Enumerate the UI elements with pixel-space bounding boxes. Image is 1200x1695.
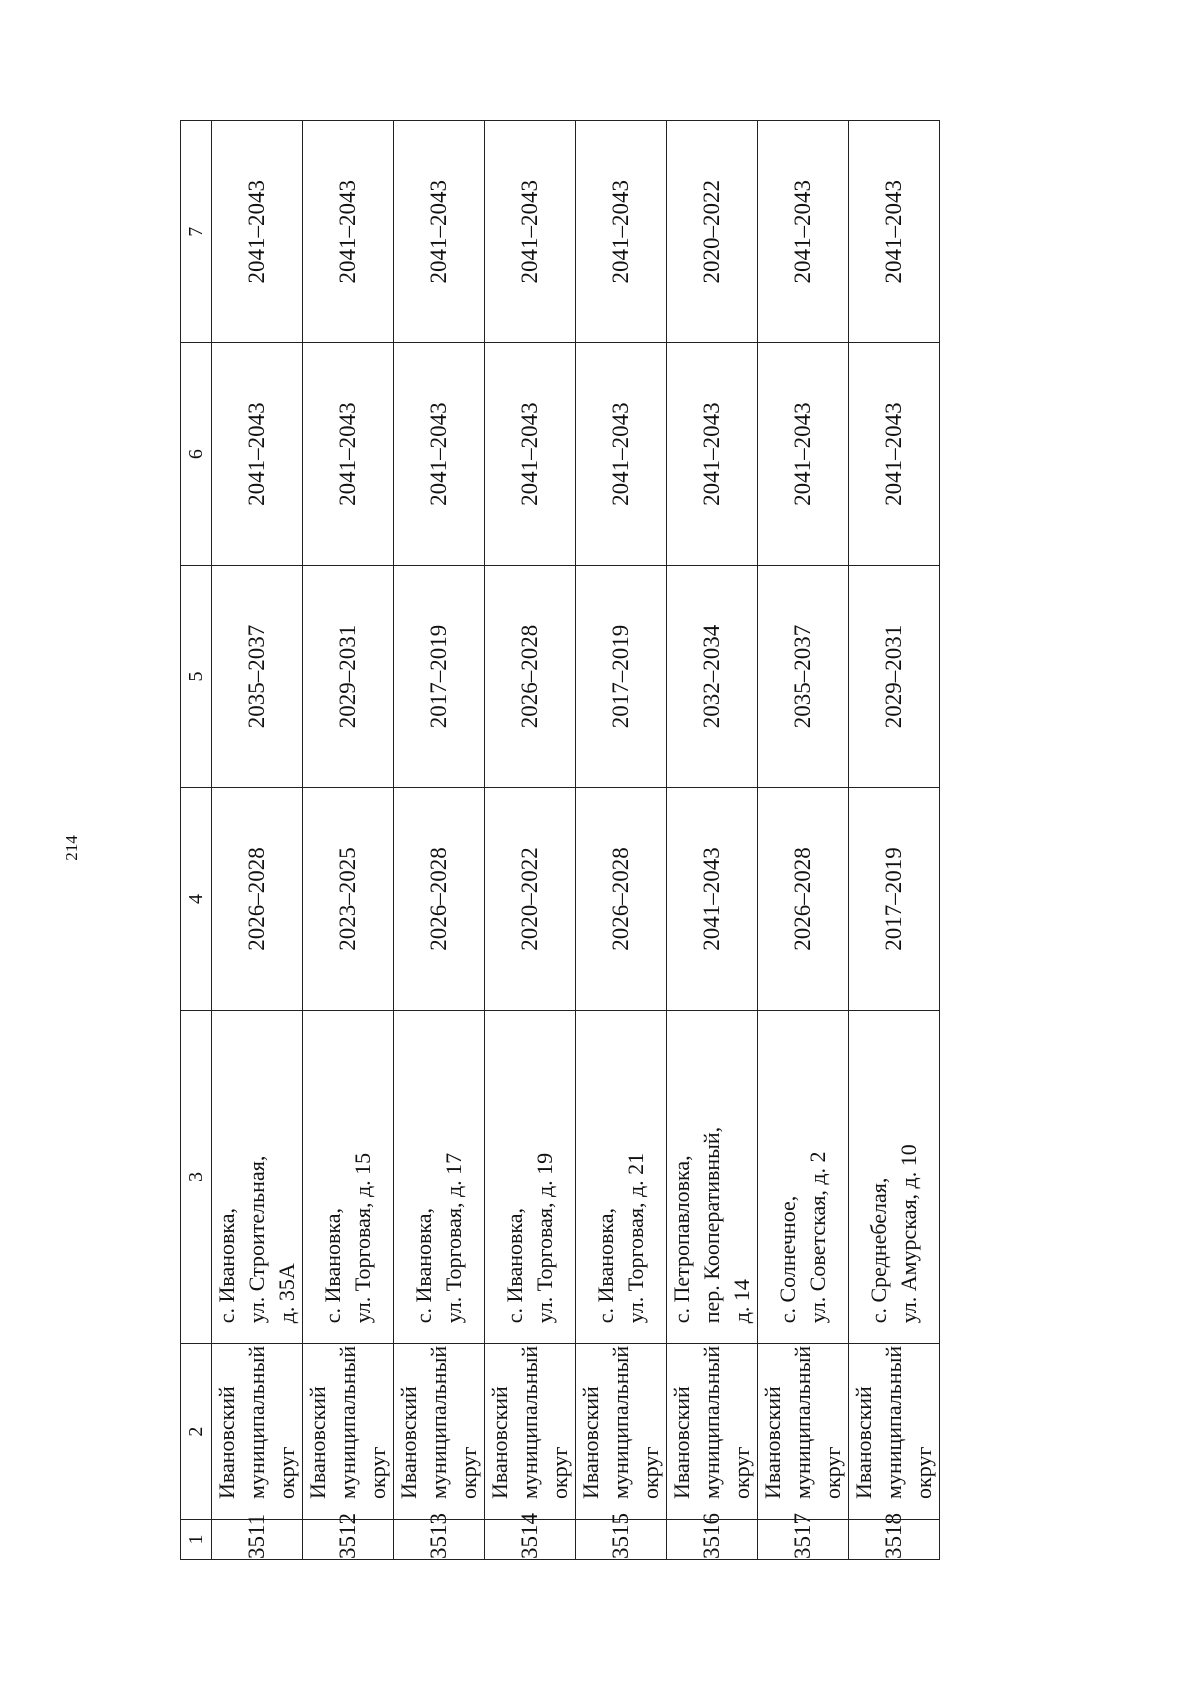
schedule-table-frame (180, 120, 1045, 1560)
address-line: д. 35А (274, 1263, 299, 1324)
period-col7-cell: 2041–2043 (212, 121, 303, 343)
table-row (849, 121, 940, 1560)
column-header: 3 (181, 1010, 212, 1344)
period-col6-cell: 2041–2043 (667, 343, 758, 565)
period-col7-cell: 2041–2043 (485, 121, 576, 343)
address-line: д. 14 (729, 1279, 754, 1324)
column-header: 7 (181, 121, 212, 343)
table-row (212, 121, 303, 1560)
address-cell (576, 1010, 667, 1344)
address-line: ул. Советская, д. 2 (805, 1151, 830, 1324)
address-line: ул. Торговая, д. 19 (532, 1152, 557, 1324)
table-row (576, 121, 667, 1560)
table-header-row (181, 121, 212, 1560)
row-id-cell: 3511 (212, 1519, 303, 1559)
district-cell (667, 1344, 758, 1520)
address-line: с. Ивановка, (214, 1207, 239, 1324)
period-col5-cell: 2029–2031 (303, 565, 394, 787)
row-id-cell: 3517 (758, 1519, 849, 1559)
district-cell (212, 1344, 303, 1520)
period-col7-cell: 2041–2043 (758, 121, 849, 343)
district-text: Ивановский муниципальный округ (760, 1345, 845, 1499)
column-header: 5 (181, 565, 212, 787)
address-line: с. Солнечное, (775, 1195, 800, 1324)
row-id-cell: 3515 (576, 1519, 667, 1559)
period-col4-cell: 2041–2043 (667, 788, 758, 1010)
period-col5-cell: 2017–2019 (576, 565, 667, 787)
address-line: с. Ивановка, (502, 1207, 527, 1324)
column-header: 4 (181, 788, 212, 1010)
table-row (758, 121, 849, 1560)
period-col4-cell: 2020–2022 (485, 788, 576, 1010)
address-line: ул. Амурская, д. 10 (896, 1144, 921, 1324)
address-cell (758, 1010, 849, 1344)
column-header: 2 (181, 1344, 212, 1520)
address-line: пер. Кооперативный, (699, 1126, 724, 1324)
address-line: с. Ивановка, (411, 1207, 436, 1324)
row-id-cell: 3516 (667, 1519, 758, 1559)
period-col6-cell: 2041–2043 (849, 343, 940, 565)
address-cell (667, 1010, 758, 1344)
period-col5-cell: 2026–2028 (485, 565, 576, 787)
period-col6-cell: 2041–2043 (758, 343, 849, 565)
row-id-cell: 3512 (303, 1519, 394, 1559)
period-col7-cell: 2020–2022 (667, 121, 758, 343)
address-line: с. Ивановка, (320, 1207, 345, 1324)
period-col4-cell: 2023–2025 (303, 788, 394, 1010)
period-col5-cell: 2035–2037 (758, 565, 849, 787)
district-text: Ивановский муниципальный округ (851, 1345, 936, 1499)
district-cell (758, 1344, 849, 1520)
address-line: с. Петропавловка, (669, 1155, 694, 1324)
period-col7-cell: 2041–2043 (394, 121, 485, 343)
period-col4-cell: 2017–2019 (849, 788, 940, 1010)
address-line: ул. Торговая, д. 21 (623, 1152, 648, 1324)
period-col7-cell: 2041–2043 (303, 121, 394, 343)
period-col5-cell: 2017–2019 (394, 565, 485, 787)
district-cell (576, 1344, 667, 1520)
district-cell (849, 1344, 940, 1520)
period-col6-cell: 2041–2043 (394, 343, 485, 565)
row-id-cell: 3514 (485, 1519, 576, 1559)
table-row (303, 121, 394, 1560)
period-col4-cell: 2026–2028 (212, 788, 303, 1010)
row-id-cell: 3513 (394, 1519, 485, 1559)
period-col6-cell: 2041–2043 (485, 343, 576, 565)
period-col4-cell: 2026–2028 (758, 788, 849, 1010)
address-cell (212, 1010, 303, 1344)
address-line: с. Среднебелая, (866, 1177, 891, 1324)
address-cell (485, 1010, 576, 1344)
period-col6-cell: 2041–2043 (303, 343, 394, 565)
address-line: ул. Строительная, (244, 1155, 269, 1324)
district-text: Ивановский муниципальный округ (305, 1345, 390, 1499)
address-line: с. Ивановка, (593, 1207, 618, 1324)
column-header: 6 (181, 343, 212, 565)
address-line: ул. Торговая, д. 17 (441, 1152, 466, 1324)
district-cell (303, 1344, 394, 1520)
district-text: Ивановский муниципальный округ (214, 1345, 299, 1499)
period-col4-cell: 2026–2028 (394, 788, 485, 1010)
table-row (485, 121, 576, 1560)
page-number: 214 (62, 835, 81, 861)
period-col6-cell: 2041–2043 (212, 343, 303, 565)
district-text: Ивановский муниципальный округ (669, 1345, 754, 1499)
period-col6-cell: 2041–2043 (576, 343, 667, 565)
address-line: ул. Торговая, д. 15 (350, 1152, 375, 1324)
period-col5-cell: 2032–2034 (667, 565, 758, 787)
schedule-table (180, 120, 940, 1560)
district-text: Ивановский муниципальный округ (396, 1345, 481, 1499)
period-col7-cell: 2041–2043 (576, 121, 667, 343)
table-body (212, 121, 940, 1560)
district-text: Ивановский муниципальный округ (487, 1345, 572, 1499)
period-col7-cell: 2041–2043 (849, 121, 940, 343)
period-col5-cell: 2029–2031 (849, 565, 940, 787)
address-cell (394, 1010, 485, 1344)
district-cell (485, 1344, 576, 1520)
district-text: Ивановский муниципальный округ (578, 1345, 663, 1499)
table-row (667, 121, 758, 1560)
table-row (394, 121, 485, 1560)
address-cell (303, 1010, 394, 1344)
address-cell (849, 1010, 940, 1344)
row-id-cell: 3518 (849, 1519, 940, 1559)
district-cell (394, 1344, 485, 1520)
period-col4-cell: 2026–2028 (576, 788, 667, 1010)
period-col5-cell: 2035–2037 (212, 565, 303, 787)
column-header: 1 (181, 1519, 212, 1559)
